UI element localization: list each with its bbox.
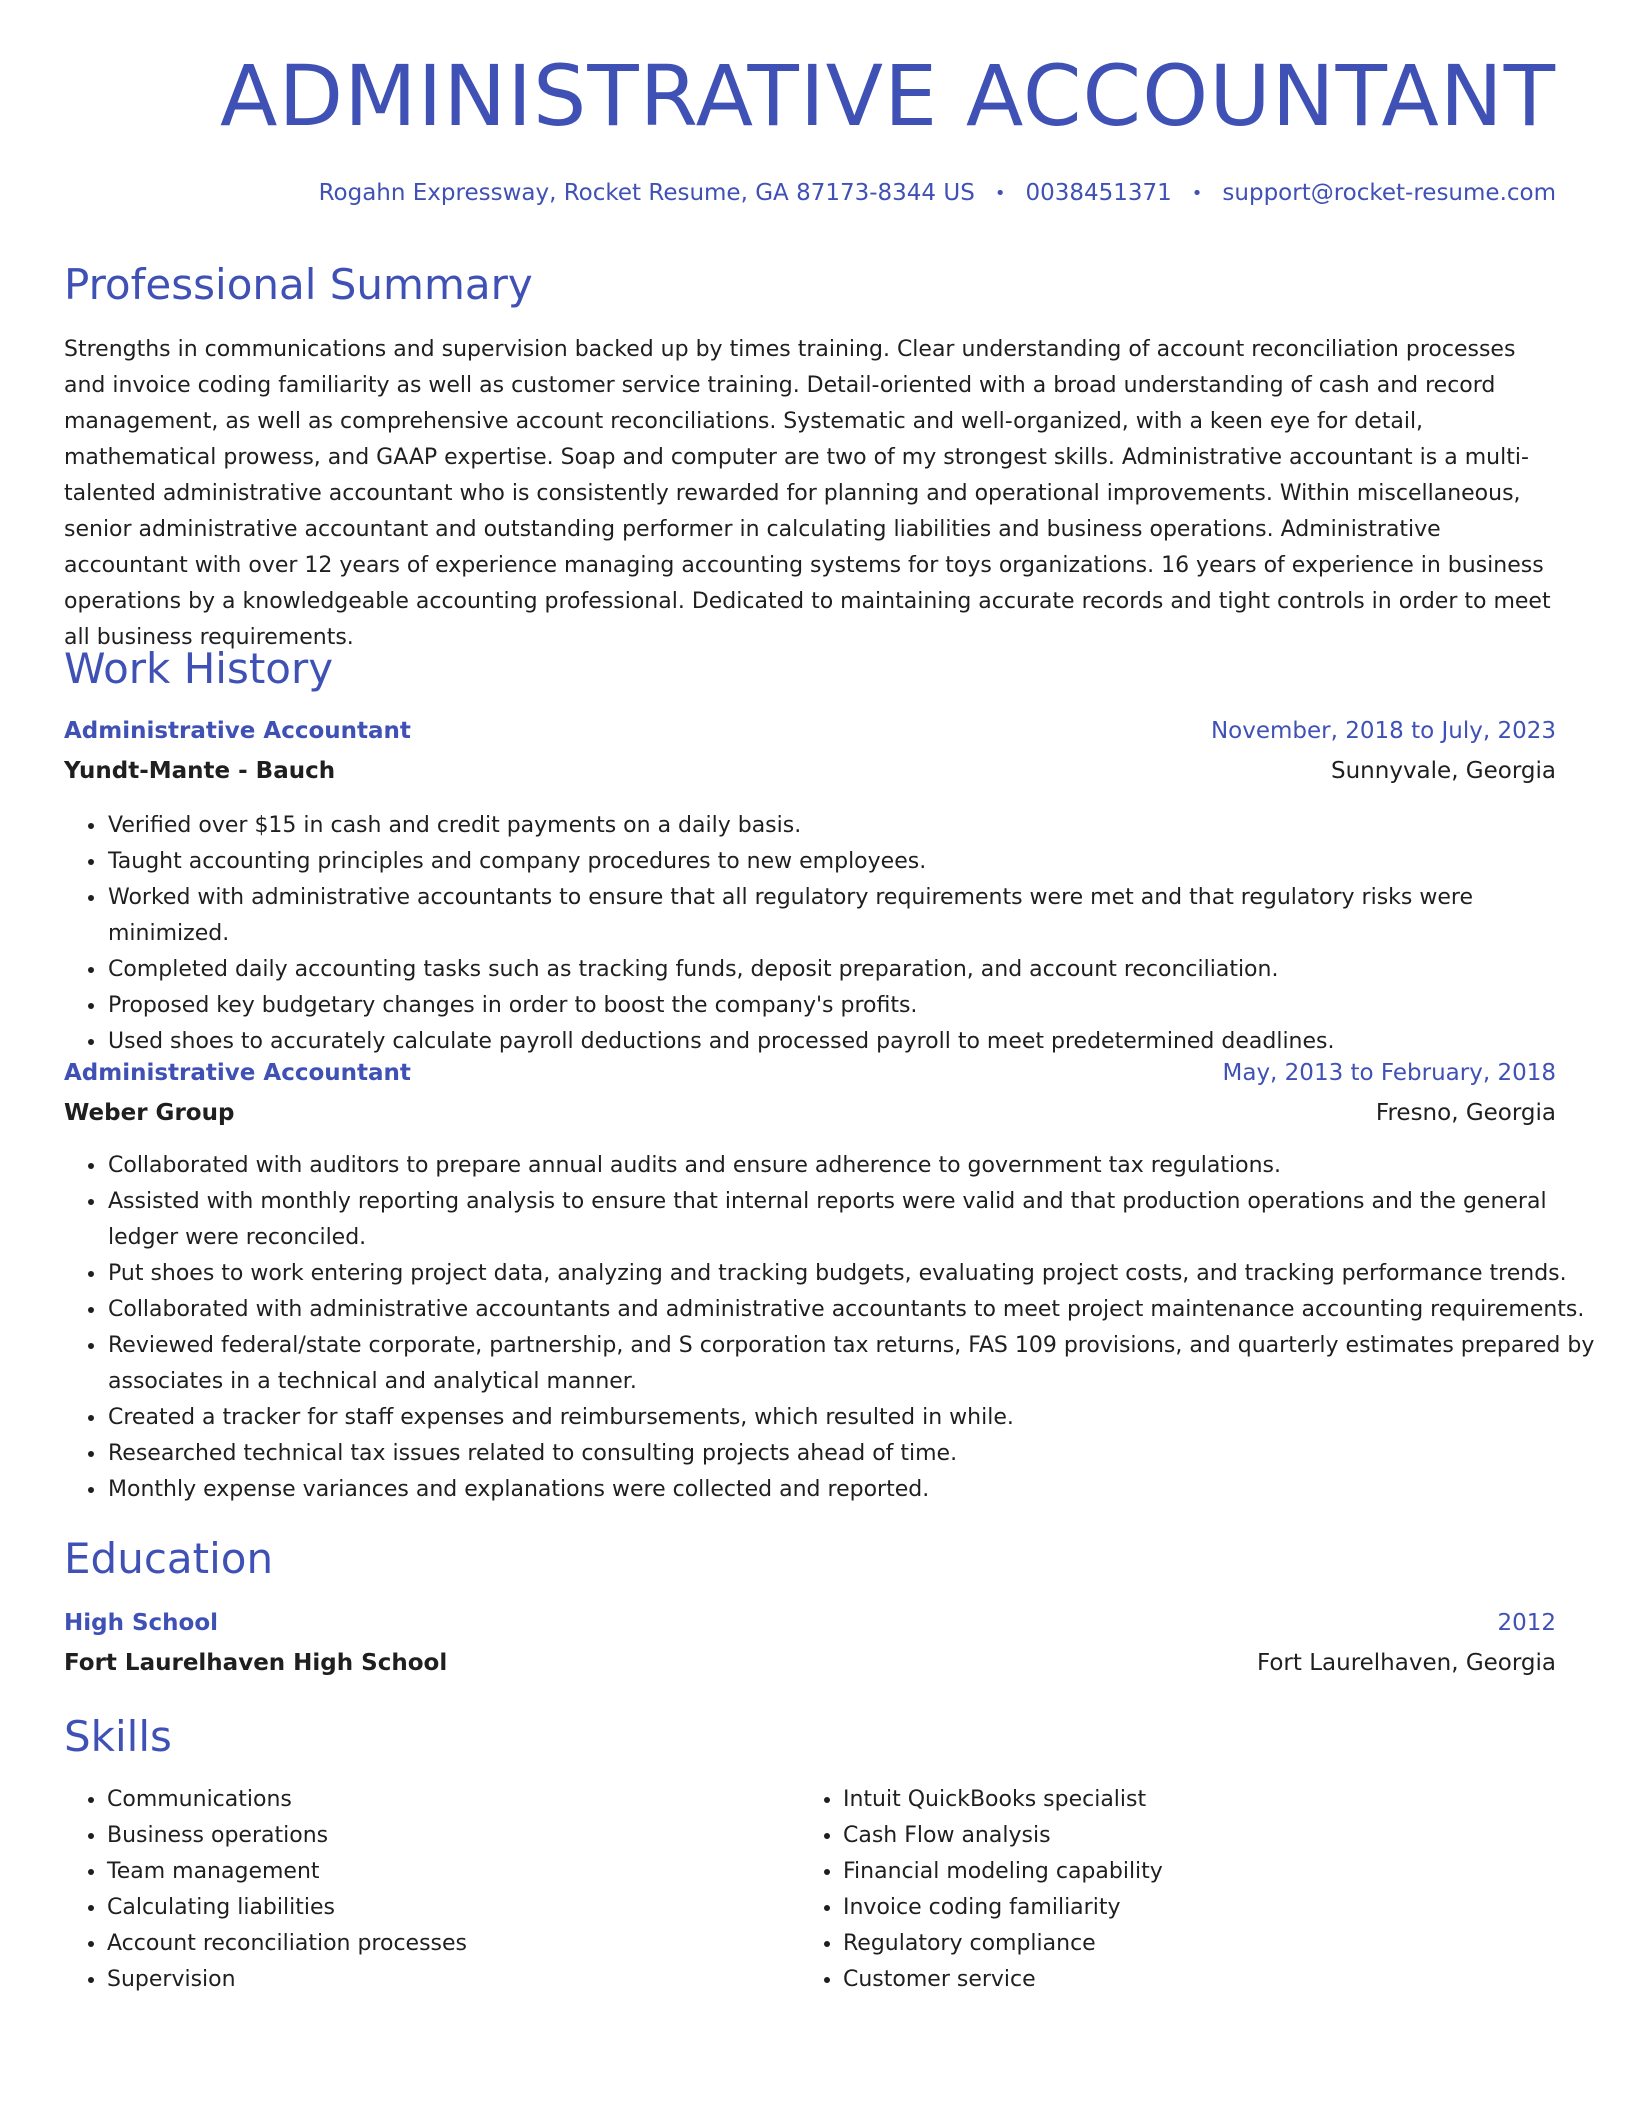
list-item: • Collaborated with administrative accountants and administrative accountants to meet project maintenance accounting requirements. (107, 1292, 1599, 1328)
list-item: • Collaborated with auditors to prepare annual audits and ensure adherence to government tax regulations. (107, 1148, 1599, 1184)
job-company: Weber Group (64, 1100, 235, 1126)
work-history-heading: Work History (64, 644, 334, 693)
resume-title: ADMINISTRATIVE ACCOUNTANT (220, 47, 1556, 145)
job-company: Yundt-Mante - Bauch (64, 758, 336, 784)
job-1-company-row (64, 758, 1556, 784)
summary-text: Strengths in communications and supervision backed up by times training. Clear understanding of account reconciliation processes and invoice coding familiarity as well as customer service training. Detail-oriented with a broad understanding of cash and record management, as well as comprehensive account reconciliations. Systematic and well-organized, with a keen eye for detail, mathematical prowess, and GAAP expertise. Soap and computer are two of my strongest skills. Administrative accountant is a multi-talented administrative accountant who is consistently rewarded for planning and operational improvements. Within miscellaneous, senior administrative accountant and outstanding performer in calculating liabilities and business operations. Administrative accountant with over 12 years of experience managing accounting systems for toys organizations. 16 years of experience in business operations by a knowledgeable accounting professional. Dedicated to maintaining accurate records and tight controls in order to meet all business requirements. (64, 337, 1551, 650)
education-header (64, 1610, 1556, 1636)
job-location: Fresno, Georgia (1375, 1100, 1556, 1126)
list-item: • Used shoes to accurately calculate payroll deductions and processed payroll to meet predetermined deadlines. (107, 1024, 1599, 1060)
skill-item: • Customer service (843, 1962, 1543, 1998)
skill-item: • Team management (107, 1854, 807, 1890)
skill-item: • Financial modeling capability (843, 1854, 1543, 1890)
separator-dot: • (994, 182, 1006, 204)
list-item: • Reviewed federal/state corporate, partnership, and S corporation tax returns, FAS 109 provisions, and quarterly estimates prepared by associates in a technical and analytical manner. (107, 1328, 1599, 1400)
list-item: • Proposed key budgetary changes in order to boost the company's profits. (107, 988, 1599, 1024)
contact-line (319, 180, 1556, 206)
skill-item: • Intuit QuickBooks specialist (843, 1782, 1543, 1818)
education-degree: High School (64, 1610, 219, 1636)
skill-item: • Regulatory compliance (843, 1926, 1543, 1962)
contact-address: Rogahn Expressway, Rocket Resume, GA 87173-8344 US (318, 180, 975, 206)
job-2-bullets (64, 1148, 1599, 1508)
list-item: • Assisted with monthly reporting analysis to ensure that internal reports were valid and that production operations and the general ledger were reconciled. (107, 1184, 1599, 1256)
skill-item: • Invoice coding familiarity (843, 1890, 1543, 1926)
skill-item: • Communications (107, 1782, 807, 1818)
skill-item: • Supervision (107, 1962, 807, 1998)
job-2-company-row (64, 1100, 1556, 1126)
list-item: • Completed daily accounting tasks such as tracking funds, deposit preparation, and account reconciliation. (107, 952, 1599, 988)
education-year: 2012 (1497, 1610, 1556, 1636)
skills-list-right (800, 1782, 1543, 1998)
list-item: • Worked with administrative accountants to ensure that all regulatory requirements were met and that regulatory risks were minimized. (107, 880, 1599, 952)
job-dates: November, 2018 to July, 2023 (1210, 718, 1556, 744)
contact-phone: 0038451371 (1025, 180, 1172, 206)
education-school-row (64, 1650, 1556, 1676)
job-1-header (64, 718, 1556, 744)
skill-item: • Cash Flow analysis (843, 1818, 1543, 1854)
skills-list-left (64, 1782, 807, 1998)
skill-item: • Business operations (107, 1818, 807, 1854)
list-item: • Monthly expense variances and explanations were collected and reported. (107, 1472, 1599, 1508)
skill-item: • Calculating liabilities (107, 1890, 807, 1926)
list-item: • Verified over $15 in cash and credit payments on a daily basis. (107, 808, 1599, 844)
separator-dot: • (1191, 182, 1203, 204)
job-title: Administrative Accountant (64, 1060, 411, 1086)
summary-heading: Professional Summary (64, 260, 533, 309)
education-heading: Education (64, 1534, 274, 1583)
list-item: • Researched technical tax issues related to consulting projects ahead of time. (107, 1436, 1599, 1472)
list-item: • Taught accounting principles and company procedures to new employees. (107, 844, 1599, 880)
job-1-bullets (64, 808, 1599, 1060)
education-school: Fort Laurelhaven High School (64, 1650, 448, 1676)
skills-heading: Skills (64, 1712, 172, 1761)
job-location: Sunnyvale, Georgia (1331, 758, 1556, 784)
job-dates: May, 2013 to February, 2018 (1222, 1060, 1556, 1086)
job-2-header (64, 1060, 1556, 1086)
list-item: • Put shoes to work entering project data, analyzing and tracking budgets, evaluating project costs, and tracking performance trends. (107, 1256, 1599, 1292)
education-location: Fort Laurelhaven, Georgia (1256, 1650, 1556, 1676)
list-item: • Created a tracker for staff expenses and reimbursements, which resulted in while. (107, 1400, 1599, 1436)
skill-item: • Account reconciliation processes (107, 1926, 807, 1962)
contact-email[interactable]: support@rocket-resume.com (1222, 180, 1556, 206)
job-title: Administrative Accountant (64, 718, 411, 744)
